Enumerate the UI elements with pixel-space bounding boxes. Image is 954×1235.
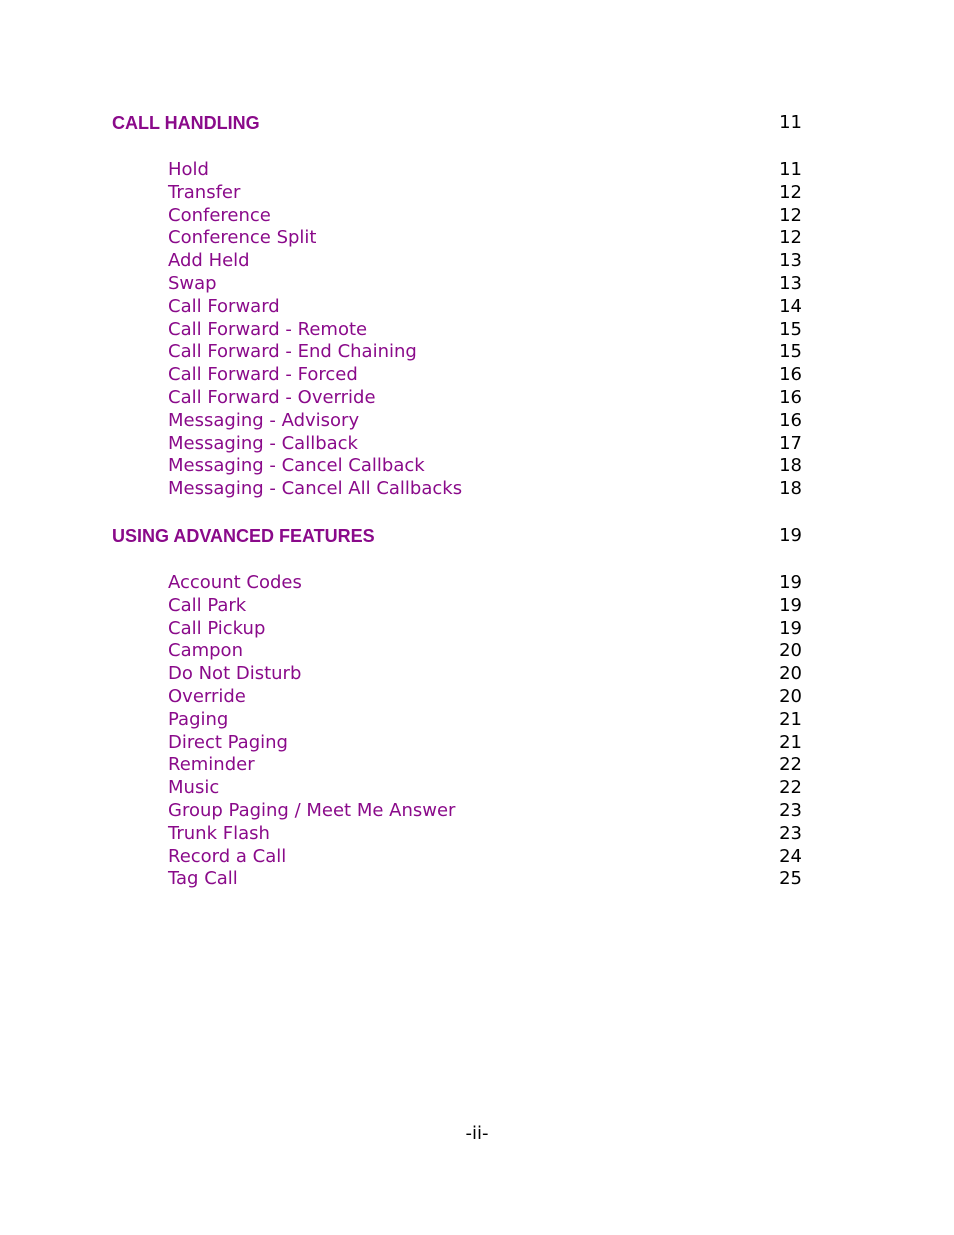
toc-entry-link[interactable]: Do Not Disturb: [168, 663, 302, 685]
toc-entry-page-number: 15: [779, 341, 802, 363]
toc-entry-page-number: 22: [779, 754, 802, 776]
toc-entry: [0, 618, 954, 641]
toc-entry: [0, 159, 954, 182]
toc-entry-page-number: 18: [779, 455, 802, 477]
toc-entry-link[interactable]: Messaging - Cancel Callback: [168, 455, 425, 477]
toc-entry-list: [0, 159, 954, 501]
toc-entry-link[interactable]: Messaging - Advisory: [168, 409, 360, 431]
toc-section-advanced-features: [0, 524, 954, 891]
toc-entry: [0, 319, 954, 342]
toc-entry-link[interactable]: Call Park: [168, 594, 247, 616]
toc-entry-page-number: 22: [779, 777, 802, 799]
toc-section-call-handling: [0, 111, 954, 501]
toc-entry-page-number: 20: [779, 685, 802, 707]
toc-entry-link[interactable]: Swap: [168, 272, 217, 294]
toc-entry: [0, 410, 954, 433]
toc-entry-link[interactable]: Direct Paging: [168, 731, 288, 753]
toc-entry-page-number: 19: [779, 572, 802, 593]
toc-entry-link[interactable]: Music: [168, 777, 220, 799]
toc-entry-link[interactable]: Messaging - Callback: [168, 432, 358, 454]
toc-entry-link[interactable]: Conference Split: [168, 227, 317, 249]
toc-entry-page-number: 19: [779, 617, 802, 639]
toc-entry-link[interactable]: Paging: [168, 708, 229, 730]
toc-entry: [0, 182, 954, 205]
toc-entry: [0, 754, 954, 777]
toc-entry: [0, 572, 954, 595]
toc-entry-link[interactable]: Call Forward - Remote: [168, 318, 368, 340]
toc-heading-link[interactable]: USING ADVANCED FEATURES: [112, 526, 375, 546]
toc-entry-page-number: 15: [779, 318, 802, 340]
toc-entry-link[interactable]: Call Pickup: [168, 617, 266, 639]
toc-entry: [0, 595, 954, 618]
toc-entry: [0, 640, 954, 663]
toc-entry-link[interactable]: Account Codes: [168, 572, 302, 593]
toc-entry-link[interactable]: Messaging - Cancel All Callbacks: [168, 478, 463, 500]
toc-entry-link[interactable]: Group Paging / Meet Me Answer: [168, 799, 456, 821]
toc-entry: [0, 732, 954, 755]
toc-entry-link[interactable]: Call Forward - Override: [168, 386, 376, 408]
toc-entry: [0, 341, 954, 364]
toc-entry: [0, 663, 954, 686]
toc-entry-link[interactable]: Add Held: [168, 250, 250, 272]
toc-entry: [0, 686, 954, 709]
toc-entry-page-number: 24: [779, 845, 802, 867]
toc-entry-page-number: 17: [779, 432, 802, 454]
toc-entry-link[interactable]: Conference: [168, 204, 271, 226]
toc-entry: [0, 296, 954, 319]
toc-entry-link[interactable]: Call Forward - Forced: [168, 364, 358, 386]
toc-entry-page-number: 16: [779, 386, 802, 408]
toc-entry-link[interactable]: Trunk Flash: [168, 822, 270, 844]
toc-entry: [0, 868, 954, 891]
toc-entry-page-number: 20: [779, 663, 802, 685]
toc-entry: [0, 800, 954, 823]
toc-entry: [0, 846, 954, 869]
toc-entry-link[interactable]: Tag Call: [168, 868, 238, 890]
toc-entry-page-number: 21: [779, 708, 802, 730]
toc-entry: [0, 250, 954, 273]
toc-entry-link[interactable]: Call Forward - End Chaining: [168, 341, 417, 363]
toc-entry-page-number: 16: [779, 409, 802, 431]
toc-heading-row: [0, 111, 954, 135]
toc-entry-page-number: 20: [779, 640, 802, 662]
toc-entry: [0, 709, 954, 732]
toc-heading-page-number: 11: [779, 112, 802, 133]
toc-entry-page-number: 12: [779, 204, 802, 226]
toc-entry: [0, 823, 954, 846]
toc-heading-link[interactable]: CALL HANDLING: [112, 113, 260, 133]
toc-entry: [0, 273, 954, 296]
toc-entry: [0, 387, 954, 410]
toc-entry-list: [0, 572, 954, 891]
toc-heading-row: [0, 524, 954, 548]
toc-entry-link[interactable]: Override: [168, 685, 246, 707]
toc-entry-page-number: 13: [779, 250, 802, 272]
toc-entry-link[interactable]: Hold: [168, 159, 209, 180]
toc-entry: [0, 205, 954, 228]
toc-entry-link[interactable]: Transfer: [168, 181, 241, 203]
toc-entry-page-number: 16: [779, 364, 802, 386]
toc-entry-page-number: 11: [779, 159, 802, 180]
toc-entry: [0, 455, 954, 478]
toc-entry: [0, 777, 954, 800]
toc-heading-page-number: 19: [779, 525, 802, 546]
toc-entry: [0, 364, 954, 387]
toc-entry-page-number: 23: [779, 799, 802, 821]
toc-entry-link[interactable]: Record a Call: [168, 845, 287, 867]
toc-entry-page-number: 12: [779, 181, 802, 203]
toc-entry: [0, 227, 954, 250]
toc-entry-page-number: 19: [779, 594, 802, 616]
toc-entry-link[interactable]: Campon: [168, 640, 243, 662]
toc-entry-page-number: 23: [779, 822, 802, 844]
toc-entry-page-number: 25: [779, 868, 802, 890]
toc-entry-page-number: 18: [779, 478, 802, 500]
toc-entry-page-number: 14: [779, 295, 802, 317]
toc-entry-page-number: 13: [779, 272, 802, 294]
page-number-footer: -ii-: [465, 1123, 489, 1144]
toc-entry-page-number: 12: [779, 227, 802, 249]
toc-entry: [0, 433, 954, 456]
toc-entry-link[interactable]: Call Forward: [168, 295, 280, 317]
toc-entry: [0, 478, 954, 501]
toc-entry-link[interactable]: Reminder: [168, 754, 255, 776]
toc-entry-page-number: 21: [779, 731, 802, 753]
